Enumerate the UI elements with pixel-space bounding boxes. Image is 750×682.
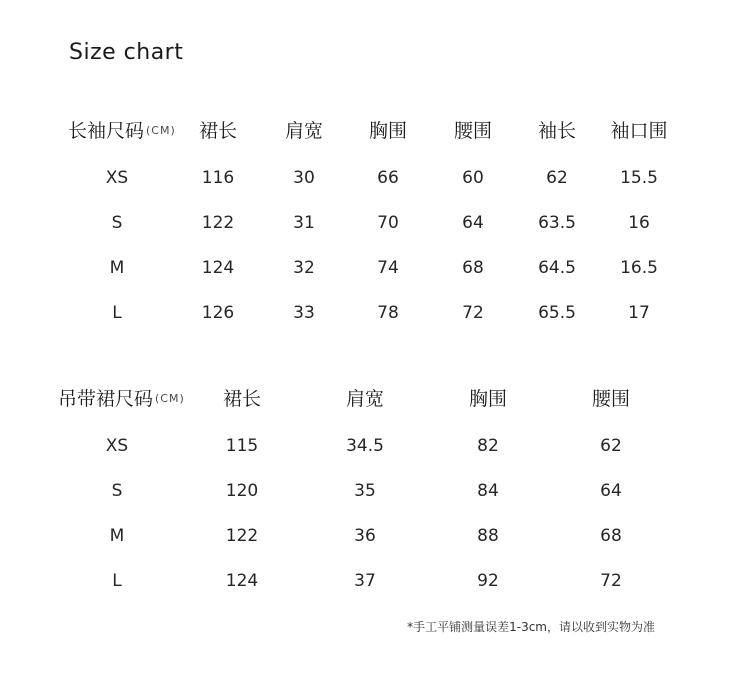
measurement-cell: 74	[377, 258, 399, 278]
column-header: 胸围	[468, 388, 508, 410]
column-header: 袖长	[537, 120, 577, 142]
size-label: S	[111, 481, 123, 501]
measurement-cell: 64	[600, 481, 622, 501]
measurement-cell: 122	[201, 213, 235, 233]
measurement-cell: 88	[477, 526, 499, 546]
measurement-cell: 36	[354, 526, 376, 546]
size-label: XS	[105, 436, 129, 456]
measurement-cell: 33	[293, 303, 315, 323]
measurement-cell: 65.5	[538, 303, 576, 323]
unit-label: (CM)	[146, 124, 176, 137]
size-label: M	[109, 526, 125, 546]
size-label: M	[109, 258, 125, 278]
size-label: S	[111, 213, 123, 233]
table-name: 吊带裙尺码	[58, 388, 154, 410]
measurement-cell: 63.5	[538, 213, 576, 233]
measurement-cell: 31	[293, 213, 315, 233]
table-name: 长袖尺码	[68, 120, 145, 142]
measurement-cell: 116	[201, 168, 235, 188]
measurement-cell: 62	[600, 436, 622, 456]
column-header: 袖口围	[610, 120, 668, 142]
measurement-cell: 66	[377, 168, 399, 188]
measurement-cell: 120	[225, 481, 259, 501]
measurement-cell: 64	[462, 213, 484, 233]
measurement-cell: 16.5	[620, 258, 658, 278]
measurement-cell: 15.5	[620, 168, 658, 188]
measurement-cell: 16	[628, 213, 650, 233]
size-label: L	[112, 303, 122, 323]
unit-label: (CM)	[155, 392, 185, 405]
measurement-cell: 126	[201, 303, 235, 323]
column-header: 腰围	[591, 388, 631, 410]
measurement-cell: 68	[600, 526, 622, 546]
measurement-cell: 78	[377, 303, 399, 323]
measurement-cell: 124	[201, 258, 235, 278]
measurement-cell: 82	[477, 436, 499, 456]
measurement-cell: 115	[225, 436, 259, 456]
measurement-cell: 92	[477, 571, 499, 591]
table-heading	[68, 120, 176, 142]
column-header: 肩宽	[345, 388, 385, 410]
size-label: XS	[105, 168, 129, 188]
measurement-cell: 70	[377, 213, 399, 233]
column-header: 裙长	[198, 120, 238, 142]
column-header: 裙长	[222, 388, 262, 410]
measurement-cell: 72	[462, 303, 484, 323]
measurement-cell: 17	[628, 303, 650, 323]
measurement-cell: 30	[293, 168, 315, 188]
measurement-note: *手工平铺测量误差1-3cm，请以收到实物为准	[407, 620, 655, 634]
measurement-cell: 72	[600, 571, 622, 591]
measurement-cell: 68	[462, 258, 484, 278]
measurement-cell: 124	[225, 571, 259, 591]
measurement-cell: 60	[462, 168, 484, 188]
measurement-cell: 35	[354, 481, 376, 501]
measurement-cell: 122	[225, 526, 259, 546]
measurement-cell: 62	[546, 168, 568, 188]
column-header: 胸围	[368, 120, 408, 142]
size-label: L	[112, 571, 122, 591]
measurement-cell: 37	[354, 571, 376, 591]
page-title: Size chart	[69, 40, 184, 65]
measurement-cell: 34.5	[346, 436, 384, 456]
measurement-cell: 84	[477, 481, 499, 501]
measurement-cell: 32	[293, 258, 315, 278]
column-header: 腰围	[453, 120, 493, 142]
column-header: 肩宽	[284, 120, 324, 142]
table-heading	[58, 388, 185, 410]
measurement-cell: 64.5	[538, 258, 576, 278]
